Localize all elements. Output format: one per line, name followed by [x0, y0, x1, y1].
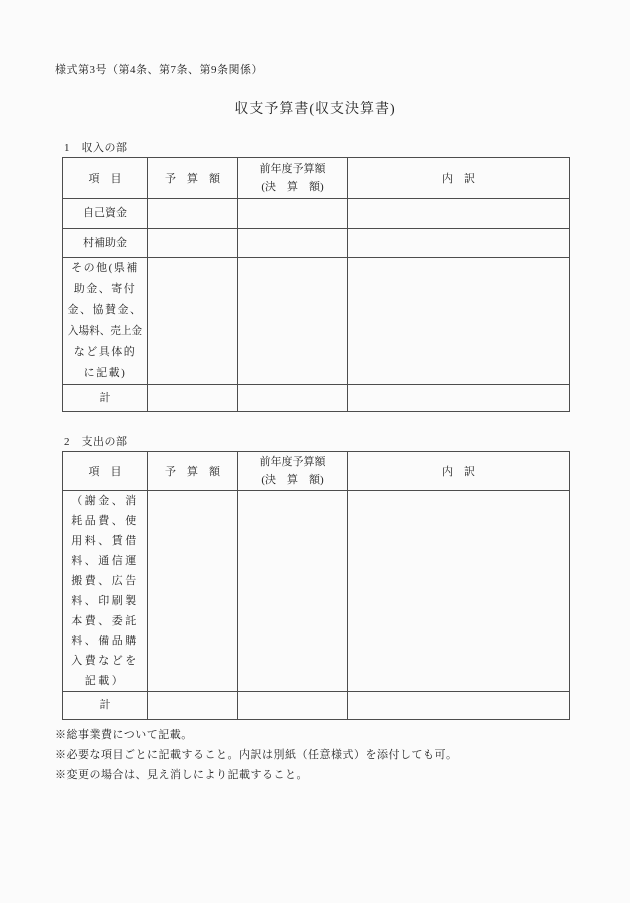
prev-year-label-line2: (決 算 額)	[261, 474, 324, 486]
income-other-line: に記載)	[83, 367, 127, 379]
notes-list	[55, 725, 458, 785]
prev-year-amount-cell	[238, 491, 348, 692]
expense-detail-line: 料、備品購	[71, 635, 139, 647]
income-table	[62, 157, 570, 412]
expense-detail-line: 料、通信運	[71, 555, 139, 567]
expense-section-heading: 2 支出の部	[64, 436, 128, 448]
breakdown-cell	[348, 692, 570, 720]
income-other-line: 金、協賛金、	[67, 304, 143, 316]
prev-year-amount-cell	[238, 229, 348, 258]
expense-total-label: 計	[63, 692, 148, 720]
header-cell-budget: 予 算 額	[148, 452, 238, 491]
header-cell-prev-year	[238, 452, 348, 491]
breakdown-cell	[348, 385, 570, 412]
document-title: 収支予算書(収支決算書)	[234, 102, 396, 117]
prev-year-label-line2: (決 算 額)	[261, 181, 324, 193]
table-header-row	[63, 452, 570, 491]
budget-amount-cell	[148, 229, 238, 258]
expense-detail-line: 料、印刷製	[71, 595, 139, 607]
note-item: ※必要な項目ごとに記載すること。内訳は別紙（任意様式）を添付しても可。	[55, 749, 458, 761]
header-cell-item: 項 目	[63, 452, 148, 491]
prev-year-amount-cell	[238, 258, 348, 385]
income-other-line: 助金、寄付	[73, 283, 137, 295]
prev-year-label-line1: 前年度予算額	[259, 163, 326, 175]
expense-detail-line: 搬費、広告	[71, 575, 139, 587]
breakdown-cell	[348, 258, 570, 385]
expense-detail-line: 入費などを	[71, 655, 139, 667]
breakdown-cell	[348, 491, 570, 692]
form-number-label: 様式第3号（第4条、第7条、第9条関係）	[55, 64, 263, 76]
income-item-other	[63, 258, 148, 385]
header-cell-breakdown: 内 訳	[348, 452, 570, 491]
income-other-line: 入場料、売上金	[67, 326, 143, 337]
income-section-heading: 1 収入の部	[64, 142, 128, 154]
income-other-line: など具体的	[73, 346, 137, 358]
expense-detail-line: 用料、賃借	[71, 535, 139, 547]
breakdown-cell	[348, 229, 570, 258]
budget-amount-cell	[148, 385, 238, 412]
table-header-row	[63, 158, 570, 199]
expense-detail-line: 記載）	[84, 675, 126, 687]
income-other-line: その他(県補	[71, 262, 139, 274]
table-row	[63, 229, 570, 258]
prev-year-amount-cell	[238, 692, 348, 720]
table-row	[63, 258, 570, 385]
income-total-label: 計	[63, 385, 148, 412]
prev-year-label-line1: 前年度予算額	[259, 456, 326, 468]
expense-item-detail	[63, 491, 148, 692]
table-row	[63, 491, 570, 692]
header-cell-budget: 予 算 額	[148, 158, 238, 199]
table-row	[63, 199, 570, 229]
note-item: ※総事業費について記載。	[55, 729, 193, 741]
header-cell-item: 項 目	[63, 158, 148, 199]
budget-amount-cell	[148, 491, 238, 692]
header-cell-breakdown: 内 訳	[348, 158, 570, 199]
note-item: ※変更の場合は、見え消しにより記載すること。	[55, 769, 308, 781]
budget-amount-cell	[148, 199, 238, 229]
breakdown-cell	[348, 199, 570, 229]
expense-detail-line: 耗品費、使	[71, 515, 139, 527]
expense-table	[62, 451, 570, 720]
income-item-village-subsidy: 村補助金	[63, 229, 148, 258]
budget-amount-cell	[148, 258, 238, 385]
table-row	[63, 385, 570, 412]
budget-amount-cell	[148, 692, 238, 720]
prev-year-amount-cell	[238, 199, 348, 229]
expense-detail-line: 本費、委託	[71, 615, 139, 627]
expense-detail-line: （謝金、消	[71, 495, 139, 507]
income-item-self-funds: 自己資金	[63, 199, 148, 229]
header-cell-prev-year	[238, 158, 348, 199]
prev-year-amount-cell	[238, 385, 348, 412]
table-row	[63, 692, 570, 720]
